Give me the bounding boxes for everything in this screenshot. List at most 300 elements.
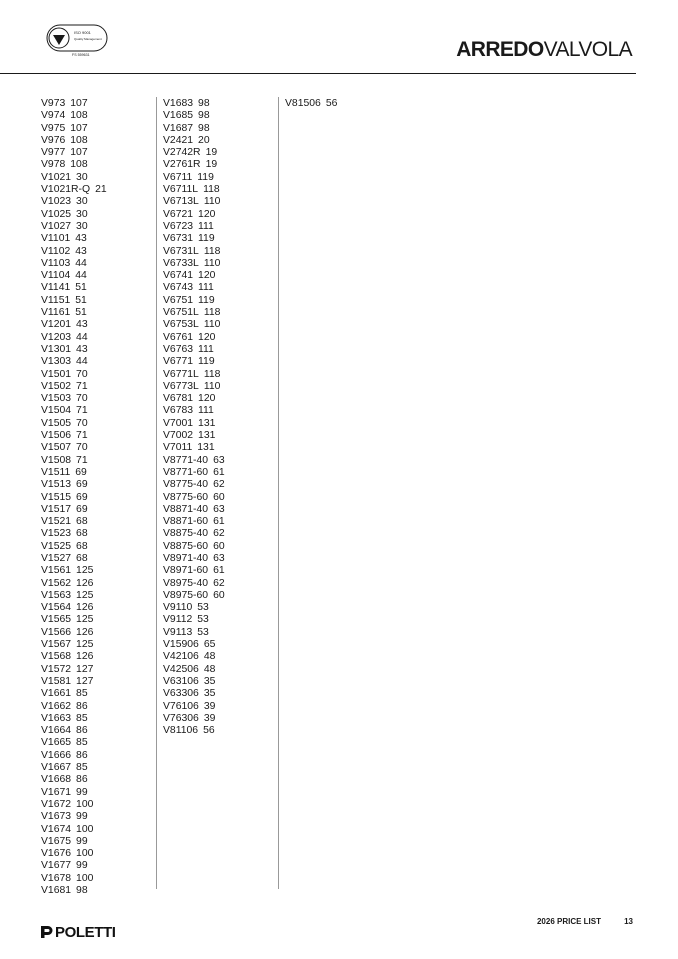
page-reference: 62 — [213, 577, 225, 589]
index-entry — [41, 233, 107, 245]
index-column-2 — [163, 98, 225, 737]
page-reference: 62 — [213, 528, 225, 540]
page-header — [0, 0, 678, 76]
product-code: V1027 — [41, 220, 72, 232]
index-entry — [163, 221, 225, 233]
index-entry — [41, 713, 107, 725]
product-code: V6711L — [163, 184, 199, 196]
product-code: V1572 — [41, 663, 72, 675]
index-entry — [163, 602, 225, 614]
page-reference: 71 — [76, 454, 88, 466]
product-code: V1502 — [41, 380, 72, 392]
product-code: V6761 — [163, 331, 194, 343]
index-entry — [163, 553, 225, 565]
product-code: V8771-40 — [163, 454, 209, 466]
cert-line-2: ISO 9001 — [74, 30, 91, 35]
product-code: V1568 — [41, 651, 72, 663]
product-code: V1672 — [41, 798, 72, 810]
index-entry — [163, 455, 225, 467]
page-reference: 119 — [198, 233, 215, 245]
index-entry — [41, 467, 107, 479]
index-entry — [41, 381, 107, 393]
index-entry — [41, 319, 107, 331]
index-entry — [41, 614, 107, 626]
product-code: V1668 — [41, 774, 72, 786]
page-reference: 53 — [197, 602, 209, 614]
index-entry — [163, 418, 225, 430]
index-entry — [41, 737, 107, 749]
product-code: V8875-40 — [163, 528, 209, 540]
index-entry — [163, 147, 225, 159]
product-code: V1021 — [41, 171, 72, 183]
product-code: V1513 — [41, 479, 72, 491]
index-entry — [41, 221, 107, 233]
index-entry — [163, 332, 225, 344]
index-entry — [163, 614, 225, 626]
index-entry — [41, 172, 107, 184]
product-code: V1515 — [41, 491, 72, 503]
page-reference: 111 — [198, 282, 214, 294]
page-reference: 110 — [203, 257, 221, 269]
page-reference: 99 — [76, 811, 88, 823]
index-entry — [41, 688, 107, 700]
product-code: V6781 — [163, 393, 194, 405]
page-reference: 85 — [76, 762, 88, 774]
index-entry — [41, 307, 107, 319]
index-entry — [41, 578, 107, 590]
index-entry — [163, 344, 225, 356]
product-code: V42106 — [163, 651, 199, 663]
product-code: V1678 — [41, 872, 72, 884]
product-code: V6771 — [163, 356, 194, 368]
product-code: V6751 — [163, 294, 194, 306]
index-entry — [163, 701, 225, 713]
product-code: V1566 — [41, 626, 72, 638]
page-reference: 86 — [76, 700, 88, 712]
product-code: V1663 — [41, 712, 72, 724]
product-code: V1021R-Q — [41, 184, 91, 196]
page-reference: 39 — [203, 712, 216, 724]
index-entry — [41, 774, 107, 786]
page-reference: 99 — [76, 835, 88, 847]
index-entry — [41, 860, 107, 872]
page-reference: 131 — [198, 417, 216, 429]
page-reference: 108 — [70, 110, 88, 122]
page-reference: 61 — [213, 466, 225, 478]
column-divider — [156, 97, 157, 889]
index-entry — [163, 479, 225, 491]
page-reference: 44 — [75, 270, 87, 282]
index-entry — [41, 295, 107, 307]
index-entry — [41, 123, 107, 135]
index-entry — [41, 750, 107, 762]
index-entry — [41, 725, 107, 737]
product-code: V8971-40 — [163, 552, 209, 564]
page-reference: 107 — [70, 122, 88, 134]
page-reference: 85 — [76, 737, 88, 749]
page-reference: 98 — [198, 122, 210, 134]
index-entry — [163, 369, 225, 381]
index-entry — [163, 492, 225, 504]
page-reference: 108 — [70, 159, 88, 171]
product-code: V8771-60 — [163, 466, 209, 478]
product-code: V6771L — [163, 368, 199, 380]
product-code: V6783 — [163, 405, 194, 417]
index-entry — [163, 713, 225, 725]
brand-title-bold: ARREDO — [456, 38, 544, 61]
page-reference: 44 — [76, 331, 88, 343]
index-entry — [163, 590, 225, 602]
product-code: V1563 — [41, 589, 72, 601]
page-reference: 127 — [76, 675, 94, 687]
index-entry — [41, 873, 107, 885]
product-code: V1523 — [41, 528, 72, 540]
page-reference: 119 — [197, 171, 214, 183]
product-code: V1673 — [41, 811, 72, 823]
index-entry — [163, 209, 225, 221]
index-entry — [41, 209, 107, 221]
index-entry — [41, 98, 107, 110]
product-code: V1681 — [41, 885, 72, 896]
cert-line-1: bsi. — [56, 29, 63, 34]
product-code: V63306 — [163, 688, 199, 700]
product-code: V2761R — [163, 159, 201, 171]
page-reference: 108 — [70, 134, 88, 146]
index-entry — [41, 553, 107, 565]
index-entry — [163, 578, 225, 590]
index-entry — [163, 123, 225, 135]
page-reference: 118 — [203, 307, 221, 319]
index-entry — [41, 676, 107, 688]
index-entry — [163, 725, 225, 737]
index-entry — [41, 799, 107, 811]
page-reference: 85 — [76, 688, 88, 700]
index-entry — [163, 356, 225, 368]
iso-certification-badge — [46, 24, 108, 58]
page-reference: 86 — [76, 725, 88, 737]
brand-title — [456, 38, 632, 62]
product-code: V6731L — [163, 245, 199, 257]
page-reference: 71 — [76, 405, 88, 417]
page-reference: 98 — [76, 885, 88, 896]
page-reference: 125 — [76, 589, 94, 601]
index-entry — [41, 639, 107, 651]
page-reference: 125 — [76, 565, 94, 577]
page-reference: 60 — [213, 491, 225, 503]
product-code: V81506 — [285, 98, 321, 109]
product-code: V2421 — [163, 134, 194, 146]
page-reference: 118 — [203, 184, 220, 196]
page-reference: 63 — [213, 503, 225, 515]
index-entry — [41, 344, 107, 356]
page-reference: 86 — [76, 774, 88, 786]
page-reference: 56 — [325, 98, 338, 109]
product-code: V9110 — [163, 602, 193, 614]
product-code: V1565 — [41, 614, 72, 626]
index-entry — [41, 356, 107, 368]
product-code: V1508 — [41, 454, 72, 466]
product-code: V978 — [41, 159, 66, 171]
product-code: V81106 — [163, 725, 199, 737]
page-reference: 63 — [213, 454, 225, 466]
page-reference: 61 — [213, 516, 225, 528]
index-entry — [163, 405, 225, 417]
index-entry — [41, 258, 107, 270]
product-code: V1101 — [41, 233, 71, 245]
product-code: V976 — [41, 134, 66, 146]
brand-title-light: VALVOLA — [543, 38, 632, 61]
product-code: V8775-60 — [163, 491, 209, 503]
product-code: V6741 — [163, 270, 194, 282]
product-code: V1151 — [41, 294, 71, 306]
index-entry — [41, 627, 107, 639]
page-reference: 111 — [198, 405, 214, 417]
page-reference: 120 — [198, 331, 216, 343]
index-entry — [163, 393, 225, 405]
product-code: V1504 — [41, 405, 72, 417]
index-entry — [41, 393, 107, 405]
index-entry — [41, 282, 107, 294]
index-entry — [163, 651, 225, 663]
product-code: V7002 — [163, 430, 194, 442]
page-reference: 86 — [76, 749, 88, 761]
index-entry — [41, 811, 107, 823]
index-entry — [163, 319, 225, 331]
page-reference: 69 — [76, 479, 88, 491]
product-code: V6743 — [163, 282, 194, 294]
index-entry — [163, 676, 225, 688]
page-reference: 60 — [213, 589, 225, 601]
page-reference: 65 — [203, 639, 216, 651]
page-reference: 127 — [76, 663, 94, 675]
product-code: V7011 — [163, 442, 193, 454]
product-code: V7001 — [163, 417, 194, 429]
product-code: V1511 — [41, 466, 71, 478]
index-entry — [163, 442, 225, 454]
index-entry — [41, 246, 107, 258]
product-code: V1671 — [41, 786, 72, 798]
index-entry — [163, 639, 225, 651]
page-reference: 119 — [198, 294, 215, 306]
page-reference: 85 — [76, 712, 88, 724]
page-reference: 131 — [198, 430, 216, 442]
product-code: V1683 — [163, 98, 194, 109]
product-code: V6733L — [163, 257, 199, 269]
cert-code: FS 559631 — [72, 53, 90, 57]
page-reference: 51 — [75, 282, 87, 294]
index-entry — [41, 479, 107, 491]
index-entry — [41, 885, 107, 897]
page-reference: 35 — [203, 688, 216, 700]
index-entry — [163, 184, 225, 196]
index-entry — [41, 528, 107, 540]
product-code: V1687 — [163, 122, 194, 134]
page-reference: 68 — [76, 516, 88, 528]
index-entry — [41, 651, 107, 663]
page-reference: 70 — [76, 442, 88, 454]
page-reference: 20 — [198, 134, 210, 146]
index-entry — [41, 184, 107, 196]
index-entry — [41, 824, 107, 836]
page-reference: 126 — [76, 602, 94, 614]
page-reference: 126 — [76, 626, 94, 638]
product-code: V1527 — [41, 552, 72, 564]
page-reference: 48 — [203, 651, 216, 663]
product-code: V8775-40 — [163, 479, 209, 491]
page-reference: 100 — [76, 848, 94, 860]
index-column-3 — [285, 98, 337, 110]
product-code: V1675 — [41, 835, 72, 847]
index-entry — [41, 159, 107, 171]
product-code: V8975-40 — [163, 577, 209, 589]
page-reference: 19 — [205, 159, 218, 171]
product-code: V76106 — [163, 700, 199, 712]
index-entry — [163, 504, 225, 516]
page-reference: 70 — [76, 368, 88, 380]
index-entry — [163, 688, 225, 700]
index-entry — [41, 848, 107, 860]
product-code: V8871-40 — [163, 503, 209, 515]
product-code: V1506 — [41, 430, 72, 442]
product-code: V1521 — [41, 516, 72, 528]
product-code: V1674 — [41, 823, 72, 835]
product-code: V1662 — [41, 700, 72, 712]
page-reference: 120 — [198, 270, 216, 282]
product-code: V1103 — [41, 257, 71, 269]
product-code: V6763 — [163, 343, 194, 355]
product-code: V1661 — [41, 688, 72, 700]
product-code: V8975-60 — [163, 589, 209, 601]
page-reference: 125 — [76, 639, 94, 651]
index-entry — [41, 590, 107, 602]
page-reference: 53 — [197, 614, 209, 626]
page-reference: 131 — [197, 442, 215, 454]
index-entry — [163, 172, 225, 184]
product-code: V1025 — [41, 208, 72, 220]
product-code: V1562 — [41, 577, 72, 589]
index-entry — [163, 295, 225, 307]
index-entry — [163, 110, 225, 122]
product-code: V1676 — [41, 848, 72, 860]
page-reference: 61 — [213, 565, 225, 577]
page-reference: 30 — [76, 171, 88, 183]
index-entry — [163, 516, 225, 528]
index-entry — [41, 135, 107, 147]
page-reference: 98 — [198, 98, 210, 109]
page-reference: 51 — [75, 307, 87, 319]
page-reference: 119 — [198, 356, 215, 368]
product-code: V2742R — [163, 147, 201, 159]
index-entry — [163, 258, 225, 270]
product-code: V6773L — [163, 380, 199, 392]
page-reference: 71 — [76, 380, 88, 392]
page-reference: 19 — [205, 147, 218, 159]
index-entry — [163, 467, 225, 479]
poletti-logo-text: POLETTI — [55, 924, 116, 941]
page-reference: 44 — [75, 257, 87, 269]
product-code: V42506 — [163, 663, 199, 675]
page-reference: 68 — [76, 552, 88, 564]
page-reference: 69 — [76, 491, 88, 503]
page-reference: 110 — [203, 319, 221, 331]
page-reference: 120 — [198, 208, 216, 220]
index-entry — [163, 196, 225, 208]
index-entry — [41, 147, 107, 159]
index-entry — [163, 98, 225, 110]
page-reference: 56 — [203, 725, 215, 737]
page-reference: 44 — [76, 356, 88, 368]
header-rule — [0, 73, 636, 74]
page-reference: 99 — [76, 786, 88, 798]
page-number: 13 — [624, 917, 633, 926]
product-code: V6723 — [163, 220, 194, 232]
page-reference: 111 — [198, 220, 214, 232]
page-reference: 100 — [76, 798, 94, 810]
product-code: V9112 — [163, 614, 193, 626]
page-reference: 43 — [76, 343, 88, 355]
index-entry — [41, 418, 107, 430]
page-reference: 107 — [70, 98, 88, 109]
page-reference: 70 — [76, 417, 88, 429]
index-entry — [163, 541, 225, 553]
index-entry — [163, 159, 225, 171]
poletti-logo-mark-icon — [40, 925, 54, 939]
product-code: V1664 — [41, 725, 72, 737]
product-code: V1517 — [41, 503, 72, 515]
index-entry — [41, 836, 107, 848]
index-entry — [41, 430, 107, 442]
product-code: V1564 — [41, 602, 72, 614]
page-reference: 48 — [203, 663, 216, 675]
product-code: V8971-60 — [163, 565, 209, 577]
index-entry — [163, 307, 225, 319]
index-entry — [41, 762, 107, 774]
product-code: V1201 — [41, 319, 72, 331]
page-reference: 98 — [198, 110, 210, 122]
page-reference: 100 — [76, 823, 94, 835]
product-code: V1685 — [163, 110, 194, 122]
product-code: V1102 — [41, 245, 71, 257]
page-reference: 100 — [76, 872, 94, 884]
product-code: V1503 — [41, 393, 72, 405]
product-code: V1507 — [41, 442, 72, 454]
product-code: V1567 — [41, 639, 72, 651]
product-code: V1677 — [41, 860, 72, 872]
index-entry — [41, 516, 107, 528]
page-reference: 120 — [198, 393, 216, 405]
product-code: V6753L — [163, 319, 199, 331]
page-reference: 118 — [203, 245, 221, 257]
product-code: V1667 — [41, 762, 72, 774]
page-reference: 43 — [76, 319, 88, 331]
index-entry — [41, 504, 107, 516]
page-reference: 69 — [76, 503, 88, 515]
index-entry — [285, 98, 337, 110]
product-code: V6713L — [163, 196, 199, 208]
product-code: V974 — [41, 110, 66, 122]
product-code: V1525 — [41, 540, 72, 552]
index-entry — [41, 787, 107, 799]
page-reference: 39 — [203, 700, 216, 712]
page-reference: 62 — [213, 479, 225, 491]
page-reference: 63 — [213, 552, 225, 564]
product-code: V1141 — [41, 282, 71, 294]
index-entry — [41, 405, 107, 417]
poletti-logo — [40, 925, 116, 941]
index-entry — [41, 332, 107, 344]
product-code: V1665 — [41, 737, 72, 749]
page-reference: 110 — [203, 380, 221, 392]
